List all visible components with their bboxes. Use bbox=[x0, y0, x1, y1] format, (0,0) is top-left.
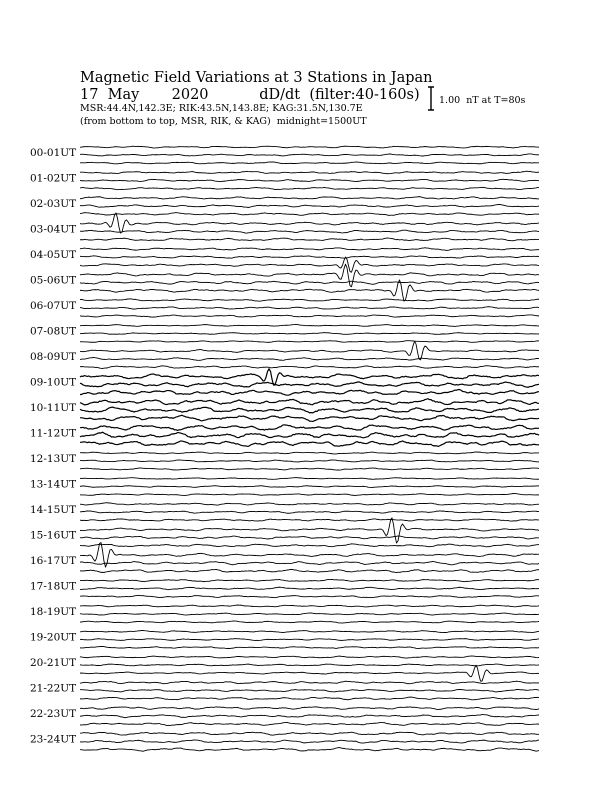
trace-06-07UT-KAG bbox=[80, 299, 539, 301]
hour-label-23-24UT: 23-24UT bbox=[30, 733, 77, 746]
trace-11-12UT-KAG bbox=[80, 425, 539, 431]
trace-21-22UT-RIK bbox=[80, 689, 539, 691]
hour-label-10-11UT: 10-11UT bbox=[30, 402, 77, 414]
hour-label-13-14UT: 13-14UT bbox=[30, 478, 77, 491]
trace-02-03UT-RIK bbox=[80, 204, 539, 207]
trace-18-19UT-MSR bbox=[80, 621, 539, 623]
trace-23-24UT-MSR bbox=[80, 748, 539, 752]
trace-19-20UT-MSR bbox=[80, 646, 539, 648]
hour-label-20-21UT: 20-21UT bbox=[30, 657, 77, 669]
trace-10-11UT-MSR bbox=[80, 415, 539, 421]
trace-10-11UT-KAG bbox=[80, 399, 539, 405]
trace-11-12UT-MSR bbox=[80, 441, 539, 446]
trace-08-09UT-KAG bbox=[80, 341, 539, 359]
trace-20-21UT-MSR bbox=[80, 665, 539, 681]
trace-14-15UT-RIK bbox=[80, 511, 539, 513]
trace-01-02UT-RIK bbox=[80, 179, 539, 181]
hour-label-00-01UT: 00-01UT bbox=[30, 147, 77, 159]
trace-16-17UT-RIK bbox=[80, 561, 539, 564]
trace-09-10UT-MSR bbox=[80, 390, 539, 396]
chart-title: Magnetic Field Variations at 3 Stations in Japan bbox=[80, 70, 433, 86]
hour-label-07-08UT: 07-08UT bbox=[30, 325, 77, 338]
trace-03-04UT-KAG bbox=[80, 213, 539, 233]
trace-17-18UT-MSR bbox=[80, 595, 539, 597]
trace-15-16UT-KAG bbox=[80, 518, 539, 543]
scale-bar bbox=[428, 87, 434, 110]
hour-label-22-23UT: 22-23UT bbox=[30, 708, 77, 720]
hour-label-08-09UT: 08-09UT bbox=[30, 351, 77, 363]
trace-01-02UT-MSR bbox=[80, 187, 539, 189]
trace-03-04UT-MSR bbox=[80, 238, 539, 241]
trace-14-15UT-MSR bbox=[80, 519, 539, 521]
trace-12-13UT-MSR bbox=[80, 468, 539, 470]
hour-label-17-18UT: 17-18UT bbox=[30, 580, 77, 593]
trace-10-11UT-RIK bbox=[80, 407, 539, 413]
trace-09-10UT-RIK bbox=[80, 382, 539, 387]
trace-13-14UT-MSR bbox=[80, 493, 539, 495]
station-order-note: (from bottom to top, MSR, RIK, & KAG) midnight=1500UT bbox=[80, 116, 367, 127]
hour-label-14-15UT: 14-15UT bbox=[30, 504, 77, 516]
trace-11-12UT-RIK bbox=[80, 432, 539, 438]
trace-05-06UT-RIK bbox=[80, 281, 539, 284]
trace-22-23UT-MSR bbox=[80, 722, 539, 725]
trace-22-23UT-RIK bbox=[80, 715, 539, 718]
hour-label-19-20UT: 19-20UT bbox=[30, 631, 77, 644]
hour-label-06-07UT: 06-07UT bbox=[30, 300, 77, 312]
trace-07-08UT-KAG bbox=[80, 324, 539, 326]
trace-06-07UT-MSR bbox=[80, 315, 539, 317]
date-filter-line: 17 May 2020 dD/dt (filter:40-160s) bbox=[80, 87, 420, 103]
trace-18-19UT-KAG bbox=[80, 605, 539, 607]
hour-label-01-02UT: 01-02UT bbox=[30, 172, 77, 185]
trace-13-14UT-RIK bbox=[80, 486, 539, 488]
hour-label-16-17UT: 16-17UT bbox=[30, 555, 77, 567]
hour-label-15-16UT: 15-16UT bbox=[30, 529, 77, 542]
scale-bar-line bbox=[428, 87, 434, 110]
trace-17-18UT-KAG bbox=[80, 579, 539, 581]
trace-15-16UT-MSR bbox=[80, 544, 539, 547]
trace-19-20UT-KAG bbox=[80, 630, 539, 632]
trace-13-14UT-KAG bbox=[80, 478, 539, 480]
trace-04-05UT-MSR bbox=[80, 257, 539, 272]
trace-12-13UT-KAG bbox=[80, 452, 539, 454]
trace-02-03UT-KAG bbox=[80, 197, 539, 199]
station-coordinates: MSR:44.4N,142.3E; RIK:43.5N,143.8E; KAG:31.5N,130.7E bbox=[80, 103, 363, 114]
trace-23-24UT-RIK bbox=[80, 740, 539, 743]
trace-03-04UT-RIK bbox=[80, 230, 539, 233]
trace-06-07UT-RIK bbox=[80, 307, 539, 309]
hour-label-18-19UT: 18-19UT bbox=[30, 606, 77, 618]
hour-label-09-10UT: 09-10UT bbox=[30, 376, 77, 389]
trace-16-17UT-MSR bbox=[80, 569, 539, 572]
trace-04-05UT-RIK bbox=[80, 256, 539, 258]
scale-label: 1.00 nT at T=80s bbox=[439, 95, 526, 106]
trace-14-15UT-KAG bbox=[80, 503, 539, 505]
hour-label-05-06UT: 05-06UT bbox=[30, 274, 77, 287]
hour-label-02-03UT: 02-03UT bbox=[30, 198, 77, 210]
trace-19-20UT-RIK bbox=[80, 639, 539, 641]
trace-17-18UT-RIK bbox=[80, 587, 539, 590]
trace-00-01UT-RIK bbox=[80, 154, 539, 156]
trace-21-22UT-KAG bbox=[80, 681, 539, 684]
hour-label-04-05UT: 04-05UT bbox=[30, 249, 77, 261]
trace-05-06UT-MSR bbox=[80, 280, 539, 301]
trace-08-09UT-MSR bbox=[80, 366, 539, 369]
hour-label-11-12UT: 11-12UT bbox=[30, 427, 77, 440]
trace-00-01UT-MSR bbox=[80, 162, 539, 164]
trace-20-21UT-KAG bbox=[80, 656, 539, 658]
trace-04-05UT-KAG bbox=[80, 248, 539, 251]
trace-15-16UT-RIK bbox=[80, 536, 539, 539]
hour-label-21-22UT: 21-22UT bbox=[30, 682, 77, 695]
hour-label-12-13UT: 12-13UT bbox=[30, 453, 77, 465]
trace-09-10UT-KAG bbox=[80, 369, 539, 385]
trace-01-02UT-KAG bbox=[80, 171, 539, 174]
trace-07-08UT-MSR bbox=[80, 341, 539, 343]
trace-05-06UT-KAG bbox=[80, 264, 539, 287]
trace-22-23UT-KAG bbox=[80, 707, 539, 710]
trace-18-19UT-RIK bbox=[80, 613, 539, 615]
trace-00-01UT-KAG bbox=[80, 146, 539, 148]
hour-label-03-04UT: 03-04UT bbox=[30, 223, 77, 236]
trace-20-21UT-RIK bbox=[80, 664, 539, 666]
trace-08-09UT-RIK bbox=[80, 357, 539, 360]
trace-07-08UT-RIK bbox=[80, 333, 539, 335]
trace-12-13UT-RIK bbox=[80, 460, 539, 462]
trace-21-22UT-MSR bbox=[80, 697, 539, 700]
trace-02-03UT-MSR bbox=[80, 213, 539, 216]
trace-23-24UT-KAG bbox=[80, 732, 539, 735]
